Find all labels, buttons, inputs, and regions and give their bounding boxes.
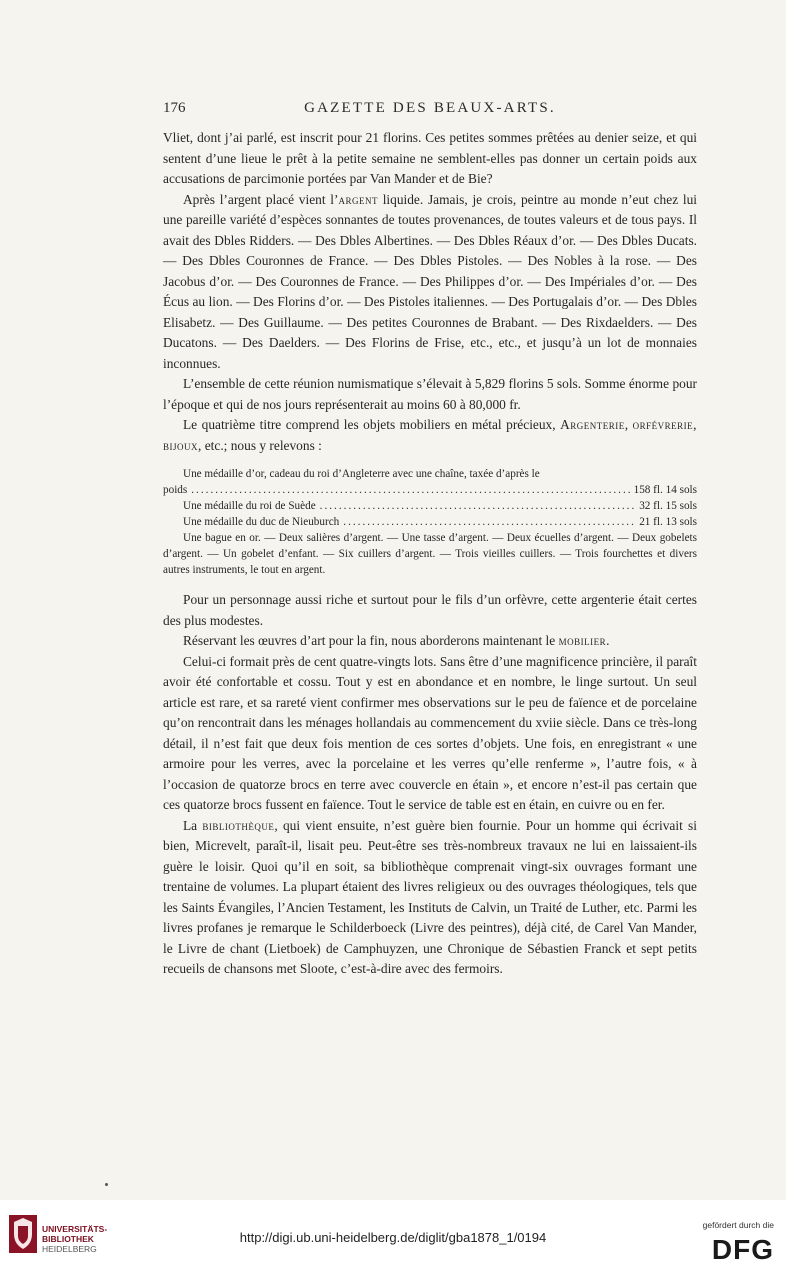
page-header bbox=[163, 100, 697, 122]
paragraph: Réservant les œuvres d’art pour la fin, nous aborderons maintenant le mobilier. bbox=[183, 633, 610, 648]
small-caps-term: orfévrerie, bijoux bbox=[163, 417, 697, 453]
inventory-row: Une médaille du roi de Suède ..... 32 fl. 15 sols bbox=[163, 498, 697, 514]
paragraph: Pour un personnage aussi riche et surtout pour le fils d’un orfèvre, cette argenterie était certes des plus modestes. bbox=[163, 592, 697, 628]
viewer-footer bbox=[0, 1200, 786, 1271]
inventory-row: Une médaille du duc de Nieuburch ..... 21 fl. 13 sols bbox=[163, 514, 697, 530]
article-body bbox=[163, 128, 697, 980]
paragraph: Le quatrième titre comprend les objets mobiliers en métal précieux, Argenterie, orfévrerie, bijoux, etc.; nous y relevons : bbox=[163, 417, 697, 453]
dfg-logo: DFG bbox=[711, 1234, 774, 1265]
permalink[interactable]: http://digi.ub.uni-heidelberg.de/diglit/gba1878_1/0194 bbox=[239, 1230, 547, 1245]
inventory-list bbox=[163, 466, 697, 578]
paragraph: L’ensemble de cette réunion numismatique s’élevait à 5,829 florins 5 sols. Somme énorme pour l’époque et qui de nos jours représenterait au moins 60 à 80,000 fr. bbox=[163, 376, 697, 412]
small-caps-term: argent bbox=[338, 191, 378, 207]
small-caps-term: Argenterie bbox=[560, 417, 625, 432]
inventory-item: Une bague en or. — Deux salières d’argent. — Une tasse d’argent. — Deux écuelles d’argent. — Deux gobelets d’argent. — Un gobelet d’enfant. — Six cuillers d’argent. — Trois vieilles cuillers. — Trois fourchettes et divers autres instruments, le tout en argent. bbox=[163, 532, 697, 576]
small-caps-term: bibliothèque bbox=[202, 817, 275, 833]
page-speck bbox=[105, 1183, 108, 1186]
paragraph: Après l’argent placé vient l’argent liquide. Jamais, je crois, peintre au monde n’eut chez lui une pareille variété d’espèces sonnantes de toutes provenances, de toutes valeurs et de tous pays. Il avait des Dbles Ridders. — Des Dbles Albertines. — Des Dbles Réaux d’or. — Des Dbles Ducats. — Des Dbles Couronnes de France. — Des Dbles Pistoles. — Des Nobles à la rose. — Des Jacobus d’or. — Des Couronnes de France. — Des Philippes d’or. — Des Impériales d’or. — Des Écus au lion. — Des Florins d’or. — Des Pistoles italiennes. — Des Portugalais d’or. — Des Dbles Elisabetz. — Des Guillaume. — Des petites Couronnes de Brabant. — Des Rixdaelders. — Des Ducatons. — Des Daelders. — Des Florins de Frise, etc., etc., et jusqu’à un lot de monnaies inconnues. bbox=[163, 191, 697, 371]
library-name: UNIVERSITÄTS- BIBLIOTHEK HEIDELBERG bbox=[42, 1224, 108, 1254]
funding-caption: gefördert durch die bbox=[702, 1220, 774, 1230]
paragraph: La bibliothèque, qui vient ensuite, n’est guère bien fournie. Pour un homme qui écrivait si bien, Micrevelt, paraît-il, lisait peu. Peut-être ses très-nombreux travaux ne lui en laissaient-ils guère le loisir. Quoi qu’il en soit, sa bibliothèque comprenait vingt-six ouvrages formant une trentaine de volumes. La plupart étaient des livres religieux ou des ouvrages théologiques, tels que les Saints Évangiles, l’Ancien Testament, les Instituts de Calvin, un Traité de Luther, etc. Parmi les livres profanes je remarque le Schilderboeck (Livre des peintres), déjà cité, de Carel Van Mander, le Livre de chant (Lietboek) de Camphuyzen, une Chronique de Sébastien Franck et sept petits recueils de chansons met Sloote, c’est-à-dire avec des fermoirs. bbox=[163, 817, 697, 976]
running-title: GAZETTE DES BEAUX-ARTS. bbox=[304, 100, 556, 116]
paragraph: Vliet, dont j’ai parlé, est inscrit pour 21 florins. Ces petites sommes prêtées au denier seize, et qui sentent d’une lieue le prêt à la petite semaine ne semblent-elles pas donner un certain poids aux accusations de parcimonie portées par Van Mander et de Bie? bbox=[163, 130, 697, 186]
inventory-row: poids ..... 158 fl. 14 sols bbox=[163, 482, 697, 498]
inventory-item: Une médaille d’or, cadeau du roi d’Angleterre avec une chaîne, taxée d’après le bbox=[183, 468, 540, 480]
small-caps-term: mobilier. bbox=[558, 633, 610, 648]
paragraph: Celui-ci formait près de cent quatre-vingts lots. Sans être d’une magnificence princière, il paraît avoir été confortable et cossu. Tout y est en abondance et en nombre, le linge surtout. Un seul article est rare, et sa rareté vient confirmer mes observations sur le peu de faïence et de porcelaine qu’on rencontrait dans les ménages hollandais au commencement du xviie siècle. Dans ce très-long détail, il n’est fait que deux fois mention de ces sortes d’objets. Une fois, en enregistrant « une armoire pour les verres, avec la porcelaine et les verres qu’elle renferme », l’autre fois, « à l’occasion de quatorze brocs en terre avec couvercle en étain », et encore n’est-il pas certain que ces quatorze brocs fussent en faïence. Tout le service de table est en étain, en cuivre ou en fer. bbox=[163, 653, 697, 812]
page-number: 176 bbox=[163, 100, 186, 116]
